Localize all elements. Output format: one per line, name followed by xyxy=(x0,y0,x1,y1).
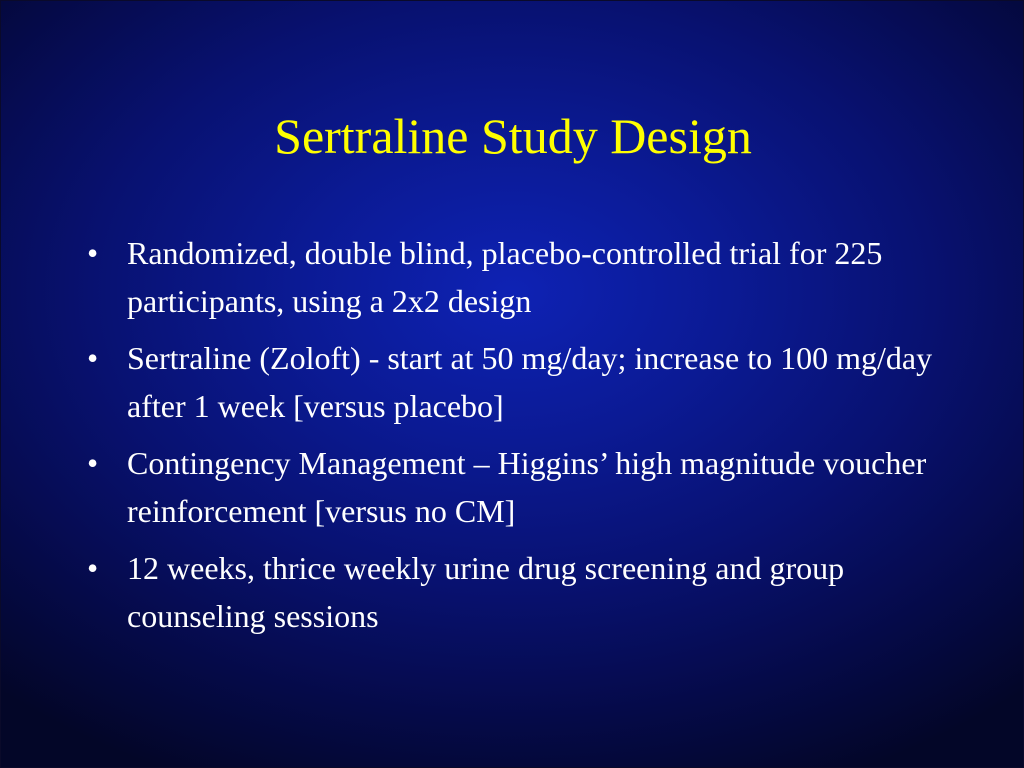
bullet-item xyxy=(87,334,947,430)
bullet-text: Sertraline (Zoloft) - start at 50 mg/day; increase to 100 mg/day after 1 week [versus placebo] xyxy=(127,340,933,424)
bullet-item xyxy=(87,229,947,325)
bullet-item xyxy=(87,544,947,640)
bullet-dot-icon: • xyxy=(87,445,99,481)
bullet-dot-icon: • xyxy=(87,550,99,586)
bullet-dot-icon: • xyxy=(87,340,99,376)
bullet-text: 12 weeks, thrice weekly urine drug screening and group counseling sessions xyxy=(127,550,845,634)
bullet-item xyxy=(87,439,947,535)
bullet-dot-icon: • xyxy=(87,235,99,271)
slide-title: Sertraline Study Design xyxy=(274,108,752,164)
bullet-list xyxy=(87,229,947,649)
bullet-text: Contingency Management – Higgins’ high magnitude voucher reinforcement [versus no CM] xyxy=(127,445,927,529)
bullet-text: Randomized, double blind, placebo-controlled trial for 225 participants, using a 2x2 design xyxy=(127,235,883,319)
